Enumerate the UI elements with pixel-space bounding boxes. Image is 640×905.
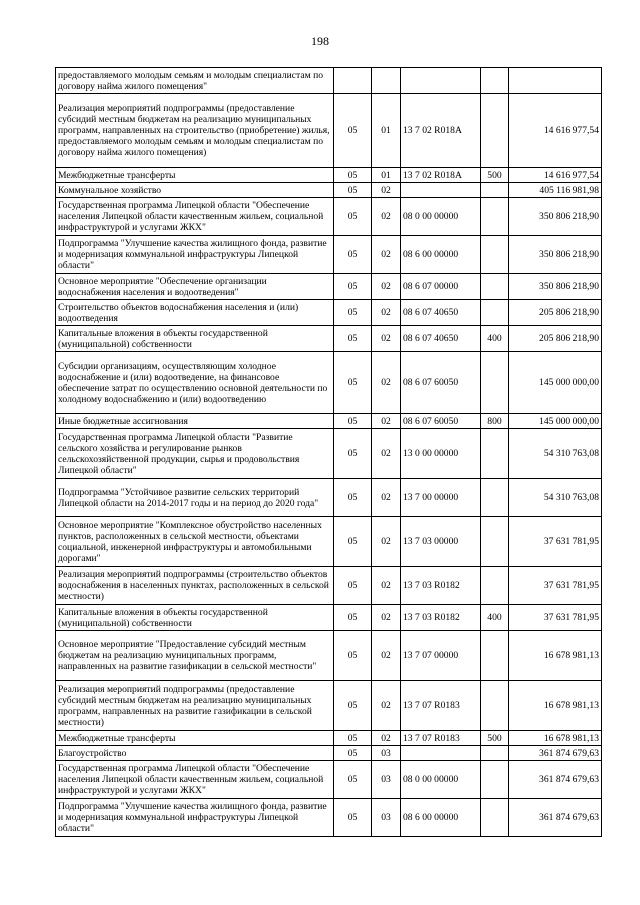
row-csr: 08 6 00 00000	[401, 236, 481, 274]
row-rz: 05	[334, 429, 372, 479]
row-name: Подпрограмма "Устойчивое развитие сельских территорий Липецкой области на 2014-2017 годы и на период до 2020 года"	[56, 479, 334, 517]
row-name: Реализация мероприятий подпрограммы (предоставление субсидий местным бюджетам на реализацию муниципальных программ, направленных на развитие газификации в сельской местности)	[56, 681, 334, 731]
table-row	[56, 414, 602, 429]
row-vr	[481, 94, 509, 168]
row-rz	[334, 68, 372, 94]
row-name: Капитальные вложения в объекты государственной (муниципальной) собственности	[56, 326, 334, 352]
row-pr: 02	[372, 414, 401, 429]
row-rz: 05	[334, 183, 372, 198]
row-csr: 08 6 00 00000	[401, 799, 481, 837]
row-csr: 13 7 03 00000	[401, 517, 481, 567]
row-sum: 37 631 781,95	[509, 517, 602, 567]
table-row	[56, 198, 602, 236]
row-rz: 05	[334, 761, 372, 799]
row-pr: 01	[372, 94, 401, 168]
row-pr: 02	[372, 429, 401, 479]
table-row	[56, 68, 602, 94]
row-rz: 05	[334, 567, 372, 605]
row-sum: 14 616 977,54	[509, 94, 602, 168]
row-vr: 400	[481, 326, 509, 352]
row-csr: 08 0 00 00000	[401, 198, 481, 236]
row-csr	[401, 183, 481, 198]
table-row	[56, 605, 602, 631]
row-sum: 54 310 763,08	[509, 429, 602, 479]
row-sum: 16 678 981,13	[509, 731, 602, 746]
row-sum: 361 874 679,63	[509, 746, 602, 761]
row-pr: 02	[372, 731, 401, 746]
row-rz: 05	[334, 352, 372, 414]
row-vr	[481, 681, 509, 731]
row-vr	[481, 567, 509, 605]
table-row	[56, 479, 602, 517]
row-rz: 05	[334, 746, 372, 761]
budget-table	[55, 67, 602, 837]
table-row	[56, 352, 602, 414]
table-row	[56, 517, 602, 567]
table-row	[56, 761, 602, 799]
row-sum: 361 874 679,63	[509, 761, 602, 799]
row-csr: 13 7 03 R0182	[401, 567, 481, 605]
row-vr	[481, 68, 509, 94]
row-pr: 02	[372, 631, 401, 681]
row-vr	[481, 517, 509, 567]
row-vr	[481, 761, 509, 799]
row-csr: 13 7 02 R018A	[401, 94, 481, 168]
row-vr	[481, 198, 509, 236]
table-row	[56, 94, 602, 168]
row-vr: 800	[481, 414, 509, 429]
row-vr	[481, 429, 509, 479]
row-name: Коммунальное хозяйство	[56, 183, 334, 198]
row-vr: 400	[481, 605, 509, 631]
row-rz: 05	[334, 198, 372, 236]
row-pr: 02	[372, 274, 401, 300]
row-name: Подпрограмма "Улучшение качества жилищного фонда, развитие и модернизация коммунальной инфраструктуры Липецкой области"	[56, 799, 334, 837]
row-csr: 13 7 02 R018A	[401, 168, 481, 183]
row-vr: 500	[481, 731, 509, 746]
row-rz: 05	[334, 731, 372, 746]
row-pr: 02	[372, 183, 401, 198]
table-row	[56, 429, 602, 479]
row-rz: 05	[334, 94, 372, 168]
row-sum: 16 678 981,13	[509, 631, 602, 681]
table-row	[56, 274, 602, 300]
row-pr: 01	[372, 168, 401, 183]
row-vr	[481, 300, 509, 326]
table-row	[56, 731, 602, 746]
row-csr: 08 6 07 00000	[401, 274, 481, 300]
row-pr: 02	[372, 300, 401, 326]
row-pr: 02	[372, 681, 401, 731]
row-csr: 13 7 03 R0182	[401, 605, 481, 631]
row-pr: 02	[372, 352, 401, 414]
row-rz: 05	[334, 799, 372, 837]
row-vr	[481, 274, 509, 300]
row-vr	[481, 183, 509, 198]
row-csr: 08 0 00 00000	[401, 761, 481, 799]
row-sum: 205 806 218,90	[509, 326, 602, 352]
row-name: Основное мероприятие "Обеспечение организации водоснабжения населения и водоотведения"	[56, 274, 334, 300]
row-name: Государственная программа Липецкой области "Развитие сельского хозяйства и регулирование рынков сельскохозяйственной продукции, сырья и продовольствия Липецкой области"	[56, 429, 334, 479]
row-name: Капитальные вложения в объекты государственной (муниципальной) собственности	[56, 605, 334, 631]
table-row	[56, 326, 602, 352]
row-sum: 145 000 000,00	[509, 352, 602, 414]
row-vr: 500	[481, 168, 509, 183]
row-sum: 37 631 781,95	[509, 605, 602, 631]
row-vr	[481, 631, 509, 681]
row-name: Реализация мероприятий подпрограммы (строительство объектов водоснабжения в населенных пунктах, расположенных в сельской местности)	[56, 567, 334, 605]
row-csr: 08 6 07 40650	[401, 300, 481, 326]
row-name: Межбюджетные трансферты	[56, 168, 334, 183]
row-rz: 05	[334, 236, 372, 274]
row-pr: 03	[372, 746, 401, 761]
row-rz: 05	[334, 605, 372, 631]
row-pr: 02	[372, 605, 401, 631]
row-name: Субсидии организациям, осуществляющим холодное водоснабжение и (или) водоотведение, на финансовое обеспечение затрат по осуществлению основной деятельности по холодному водоснабжению и (или) водоотведению	[56, 352, 334, 414]
row-csr: 13 7 07 R0183	[401, 681, 481, 731]
row-sum: 145 000 000,00	[509, 414, 602, 429]
row-pr: 02	[372, 517, 401, 567]
row-pr: 03	[372, 761, 401, 799]
row-name: Государственная программа Липецкой области "Обеспечение населения Липецкой области качественным жильем, социальной инфраструктурой и услугами ЖКХ"	[56, 198, 334, 236]
row-rz: 05	[334, 681, 372, 731]
row-csr: 08 6 07 60050	[401, 414, 481, 429]
row-pr: 03	[372, 799, 401, 837]
row-sum: 350 806 218,90	[509, 198, 602, 236]
row-name: Межбюджетные трансферты	[56, 731, 334, 746]
row-vr	[481, 479, 509, 517]
table-row	[56, 746, 602, 761]
row-csr: 13 7 07 R0183	[401, 731, 481, 746]
row-name: Основное мероприятие "Комплексное обустройство населенных пунктов, расположенных в сельской местности, объектами социальной, инженерной инфраструктуры и автомобильными дорогами"	[56, 517, 334, 567]
row-name: Государственная программа Липецкой области "Обеспечение населения Липецкой области качественным жильем, социальной инфраструктурой и услугами ЖКХ"	[56, 761, 334, 799]
row-name: Основное мероприятие "Предоставление субсидий местным бюджетам на реализацию муниципальных программ, направленных на развитие газификации в сельской местности"	[56, 631, 334, 681]
table-row	[56, 183, 602, 198]
row-pr: 02	[372, 236, 401, 274]
row-sum: 350 806 218,90	[509, 236, 602, 274]
row-sum: 54 310 763,08	[509, 479, 602, 517]
row-rz: 05	[334, 479, 372, 517]
table-row	[56, 168, 602, 183]
row-vr	[481, 799, 509, 837]
row-rz: 05	[334, 326, 372, 352]
table-row	[56, 567, 602, 605]
row-rz: 05	[334, 414, 372, 429]
table-row	[56, 799, 602, 837]
row-sum: 14 616 977,54	[509, 168, 602, 183]
row-rz: 05	[334, 168, 372, 183]
row-name: Реализация мероприятий подпрограммы (предоставление субсидий местным бюджетам на реализацию муниципальных программ, направленных на строительство (приобретение) жилья, предоставляемого молодым семьям и молодым специалистам по договору найма жилого помещения)	[56, 94, 334, 168]
row-vr	[481, 236, 509, 274]
row-name: Благоустройство	[56, 746, 334, 761]
table-row	[56, 681, 602, 731]
row-csr: 13 0 00 00000	[401, 429, 481, 479]
row-sum: 405 116 981,98	[509, 183, 602, 198]
row-csr	[401, 68, 481, 94]
row-name: Строительство объектов водоснабжения населения и (или) водоотведения	[56, 300, 334, 326]
table-row	[56, 631, 602, 681]
row-csr: 13 7 00 00000	[401, 479, 481, 517]
row-pr: 02	[372, 479, 401, 517]
row-name: Иные бюджетные ассигнования	[56, 414, 334, 429]
page-number: 198	[311, 34, 329, 48]
table-row	[56, 236, 602, 274]
row-rz: 05	[334, 300, 372, 326]
row-csr: 13 7 07 00000	[401, 631, 481, 681]
row-sum	[509, 68, 602, 94]
row-name: предоставляемого молодым семьям и молодым специалистам по договору найма жилого помещения"	[56, 68, 334, 94]
row-sum: 16 678 981,13	[509, 681, 602, 731]
row-vr	[481, 352, 509, 414]
row-sum: 361 874 679,63	[509, 799, 602, 837]
row-sum: 350 806 218,90	[509, 274, 602, 300]
row-name: Подпрограмма "Улучшение качества жилищного фонда, развитие и модернизация коммунальной инфраструктуры Липецкой области"	[56, 236, 334, 274]
row-csr	[401, 746, 481, 761]
row-csr: 08 6 07 60050	[401, 352, 481, 414]
row-pr	[372, 68, 401, 94]
row-rz: 05	[334, 274, 372, 300]
row-csr: 08 6 07 40650	[401, 326, 481, 352]
row-pr: 02	[372, 198, 401, 236]
row-sum: 205 806 218,90	[509, 300, 602, 326]
row-rz: 05	[334, 631, 372, 681]
row-pr: 02	[372, 567, 401, 605]
table-row	[56, 300, 602, 326]
row-pr: 02	[372, 326, 401, 352]
row-sum: 37 631 781,95	[509, 567, 602, 605]
row-rz: 05	[334, 517, 372, 567]
row-vr	[481, 746, 509, 761]
